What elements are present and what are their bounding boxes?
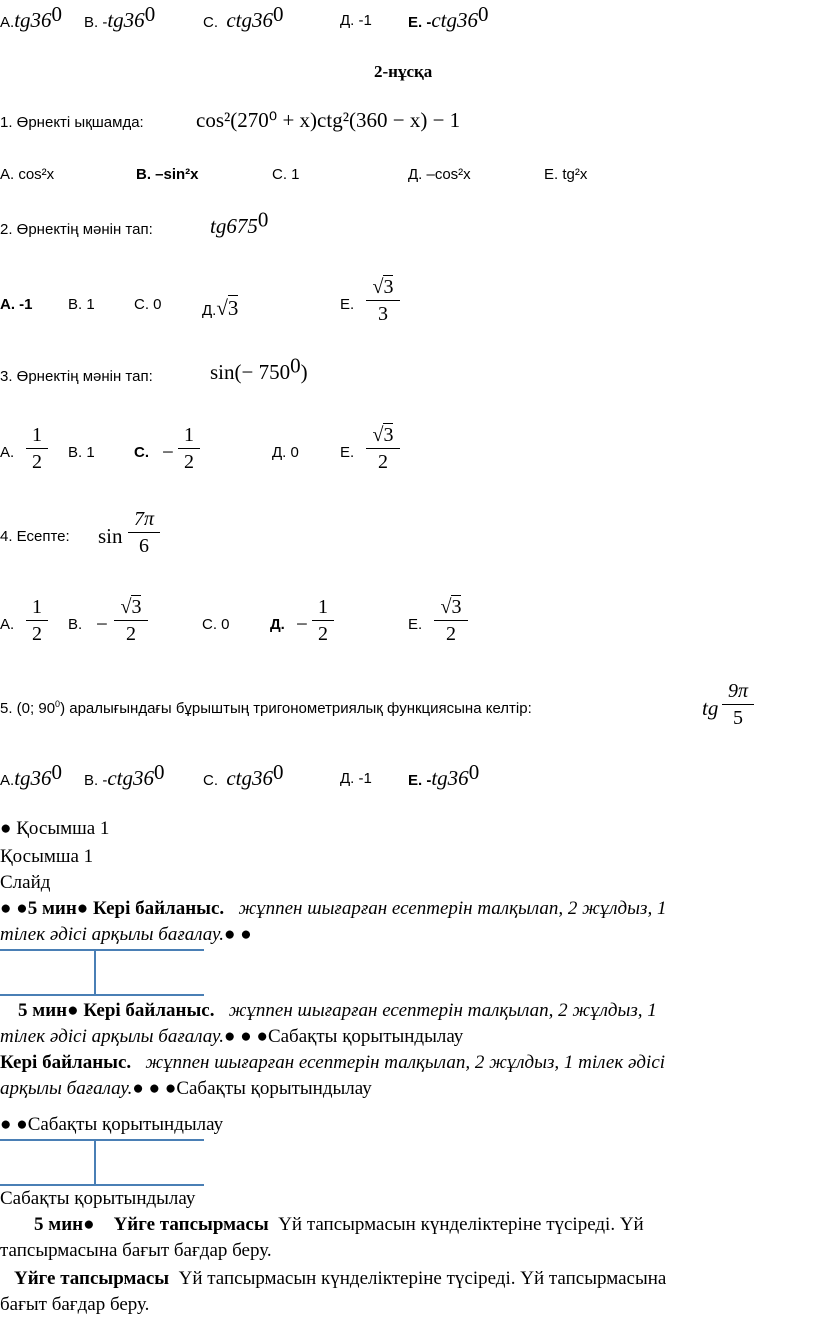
minus-sign: −: [162, 440, 174, 464]
row6-option-e: E. $-tg36^0$: [408, 760, 480, 790]
bullet-icon: ● ●: [0, 898, 28, 919]
q4-answer-e-label: E.: [408, 616, 423, 633]
q2-answer-e-label: E.: [340, 296, 355, 313]
slide-label: Слайд: [0, 872, 51, 893]
q5-label: 5. (0; $90^0$) аралығындағы бұрыштың тригонометриялық функциясына келтір:: [0, 699, 532, 717]
q4-answer-d-label: Д.: [270, 616, 285, 633]
bullet-icon: ●: [76, 898, 89, 919]
row0-option-e: E. $-ctg36^0$: [408, 2, 489, 32]
q3-answer-a-fraction: 1 2: [26, 424, 48, 473]
q2-answer-d: Д.√3: [202, 296, 239, 320]
table-rule: [94, 1140, 96, 1186]
q3-expression: $\sin(- 750^0)$: [210, 353, 308, 384]
row0-option-b: B. $-tg36^0$: [84, 2, 156, 32]
q4-label: 4. Есепте:: [0, 528, 70, 545]
q2-answer-c: C. 0: [134, 296, 162, 313]
bullet-icon: ● ●: [0, 1114, 28, 1135]
q4-answer-a-fraction: 1 2: [26, 596, 48, 645]
row6-option-d: Д. -1: [340, 770, 372, 787]
bullet-icon: ●: [67, 1000, 79, 1021]
summary-line-2: Сабақты қорытындылау: [0, 1188, 196, 1209]
row0-option-c: C. $ctg36^0$: [203, 2, 284, 32]
q3-answer-a-label: A.: [0, 444, 15, 461]
q3-answer-c-label: C.: [134, 444, 149, 461]
summary-line-1: ● ●Сабақты қорытындылау: [0, 1114, 224, 1135]
homework-block-2: Үйге тапсырмасы Үй тапсырмасын күнделіктеріне түсіреді. Үй тапсырмасына: [14, 1268, 667, 1289]
q4-answer-a-label: A.: [0, 616, 15, 633]
table-rule: [0, 1139, 204, 1141]
table-rule: [0, 994, 204, 996]
bullet-icon: ●: [83, 1214, 95, 1235]
q1-answer-b: B. –sin²x: [136, 166, 199, 183]
homework-block-1-cont: тапсырмасына бағыт бағдар беру.: [0, 1240, 272, 1261]
feedback-block-2-cont: тілек әдісі арқылы бағалау.● ● ●Сабақты қорытындылау: [0, 1026, 464, 1047]
bullet-icon: ● ● ●: [132, 1078, 177, 1099]
row0-option-d: Д. -1: [340, 12, 372, 29]
minus-sign: −: [296, 612, 308, 636]
q3-label: 3. Өрнектің мәнін тап:: [0, 368, 153, 385]
feedback-block-2: 5 мин● Кері байланыс. жұппен шығарған есептерін талқылап, 2 жұлдыз, 1: [18, 1000, 657, 1021]
q3-answer-e-label: E.: [340, 444, 355, 461]
q2-label: 2. Өрнектің мәнін тап:: [0, 221, 153, 238]
q2-answer-e-fraction: √3 3: [366, 276, 400, 325]
q4-answer-d-fraction: 1 2: [312, 596, 334, 645]
q2-expression: $tg675^0$: [210, 207, 269, 238]
homework-block-2-cont: бағыт бағдар беру.: [0, 1294, 150, 1315]
q4-answer-b-fraction: √3 2: [114, 596, 148, 645]
q1-expression: cos²(270⁰ + x)ctg²(360 − x) − 1: [196, 108, 461, 132]
q4-answer-e-fraction: √3 2: [434, 596, 468, 645]
feedback-block-1-cont: тілек әдісі арқылы бағалау.● ●: [0, 924, 252, 945]
appendix-line-2: Қосымша 1: [0, 846, 94, 867]
homework-block-1: 5 мин● Үйге тапсырмасы Үй тапсырмасын күнделіктеріне түсіреді. Үй: [34, 1214, 644, 1235]
feedback-block-3-cont: арқылы бағалау.● ● ●Сабақты қорытындылау: [0, 1078, 372, 1099]
q4-answer-c: C. 0: [202, 616, 230, 633]
q3-answer-c-fraction: 1 2: [178, 424, 200, 473]
q4-function: sin: [98, 524, 123, 548]
q2-answer-a: A. -1: [0, 296, 33, 313]
variant-title: 2-нұсқа: [374, 62, 433, 81]
q1-label: 1. Өрнекті ықшамда:: [0, 114, 144, 131]
q3-answer-e-fraction: √3 2: [366, 424, 400, 473]
q3-answer-b: B. 1: [68, 444, 95, 461]
row6-option-b: B. $-ctg36^0$: [84, 760, 165, 790]
feedback-block-1: ● ●5 мин● Кері байланыс. жұппен шығарған есептерін талқылап, 2 жұлдыз, 1: [0, 898, 667, 919]
bullet-icon: ● ● ●: [224, 1026, 268, 1047]
row6-option-a: $A.tg36^0$: [0, 760, 63, 790]
q5-fraction: 9π 5: [722, 680, 754, 729]
q4-answer-b-label: B.: [68, 616, 83, 633]
q1-answer-e: E. tg²x: [544, 166, 588, 183]
bullet-icon: ● ●: [224, 924, 252, 945]
row0-option-a: $A.tg36^0$: [0, 2, 63, 32]
table-rule: [0, 1184, 204, 1186]
table-rule: [94, 950, 96, 996]
q1-answer-a: A. cos²x: [0, 166, 55, 183]
q1-answer-d: Д. –cos²x: [408, 166, 471, 183]
table-rule: [0, 949, 204, 951]
q5-function: tg: [702, 696, 719, 720]
feedback-block-3: Кері байланыс. жұппен шығарған есептерін талқылап, 2 жұлдыз, 1 тілек әдісі: [0, 1052, 666, 1073]
q3-answer-d: Д. 0: [272, 444, 299, 461]
row6-option-c: C. $ctg36^0$: [203, 760, 284, 790]
q2-answer-b: B. 1: [68, 296, 95, 313]
bullet-icon: ●: [0, 818, 17, 839]
q1-answer-c: C. 1: [272, 166, 300, 183]
minus-sign: −: [96, 612, 108, 636]
appendix-line-1: ● Қосымша 1: [0, 818, 110, 839]
q4-fraction: 7π 6: [128, 508, 160, 557]
